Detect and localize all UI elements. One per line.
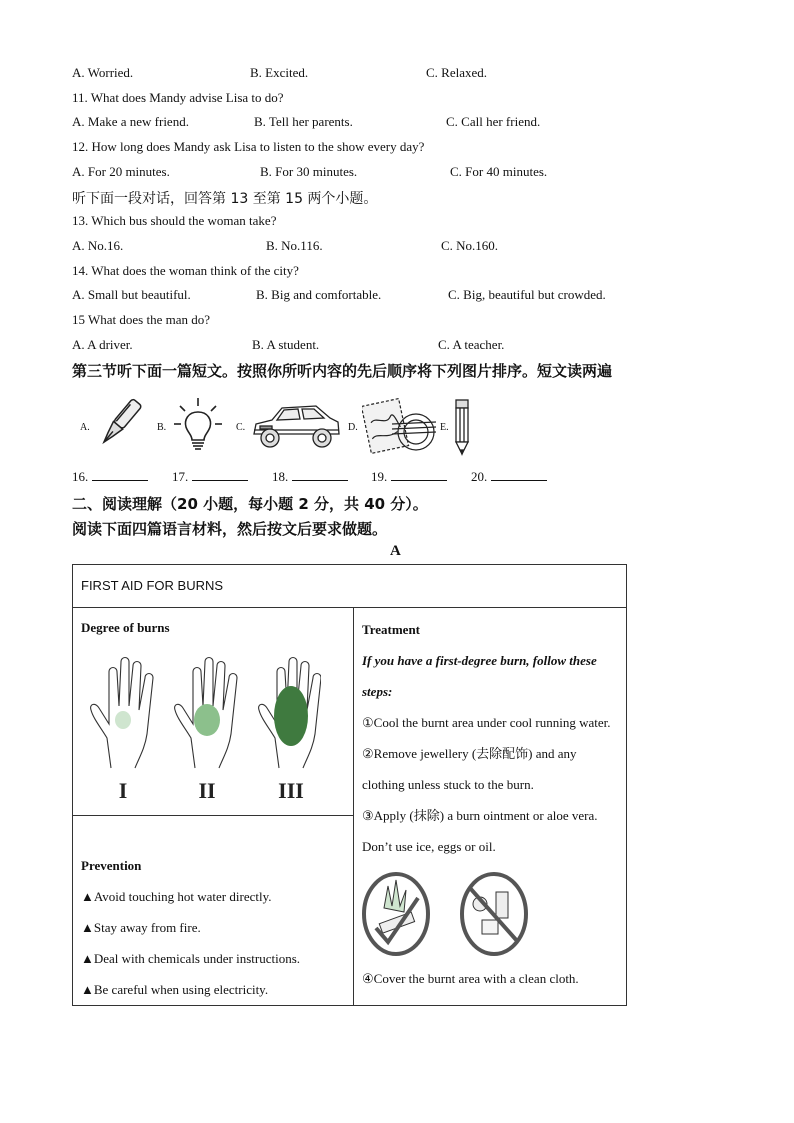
answer-blank-17[interactable]: 17. xyxy=(172,469,248,485)
treatment-intro: If you have a first-degree burn, follow these steps: xyxy=(362,653,597,699)
treatment-step-1: ①Cool the burnt area under cool running water. xyxy=(362,715,611,730)
instruction-13-15: 听下面一段对话，回答第 13 至第 15 两个小题。 xyxy=(72,191,378,207)
table-title: FIRST AID FOR BURNS xyxy=(81,578,224,593)
picture-label-c: C. xyxy=(236,422,246,433)
q10-option-b: B. Excited. xyxy=(250,65,309,80)
q14-option-b: B. Big and comfortable. xyxy=(256,287,382,302)
q15-option-b: B. A student. xyxy=(252,337,320,352)
prevention-item-1: ▲Avoid touching hot water directly. xyxy=(81,889,272,904)
ice-eggs-oil-forbidden-icon xyxy=(462,874,526,954)
prevention-item-3: ▲Deal with chemicals under instructions. xyxy=(81,951,301,966)
picture-label-a: A. xyxy=(80,422,90,433)
q11-option-a: A. Make a new friend. xyxy=(72,114,189,129)
answer-blank-18[interactable]: 18. xyxy=(272,469,348,485)
prevention-item-4: ▲Be careful when using electricity. xyxy=(81,982,269,997)
car-icon xyxy=(250,400,342,452)
q10-option-a: A. Worried. xyxy=(72,65,134,80)
q13-option-c: C. No.160. xyxy=(441,238,499,253)
q14-option-c: C. Big, beautiful but crowded. xyxy=(448,287,606,302)
q12-option-b: B. For 30 minutes. xyxy=(260,164,358,179)
passage-letter: A xyxy=(390,543,401,559)
aloe-ointment-allowed-icon xyxy=(364,874,428,954)
q15-question: 15 What does the man do? xyxy=(72,312,211,327)
degree-label-2: II xyxy=(198,778,216,803)
picture-label-d: D. xyxy=(348,422,358,433)
degree-label-1: I xyxy=(118,778,128,803)
burn-mark-degree-3 xyxy=(274,686,308,746)
section3-title: 第三节听下面一篇短文。按照你所听内容的先后顺序将下列图片排序。短文读两遍 xyxy=(72,362,613,380)
degree-cell xyxy=(73,608,354,816)
table-title-cell xyxy=(73,565,627,608)
q12-option-a: A. For 20 minutes. xyxy=(72,164,170,179)
q12-question: 12. How long does Mandy ask Lisa to listen to the show every day? xyxy=(72,139,425,154)
burn-degree-hands xyxy=(81,648,321,808)
treatment-step-3: ③Apply (抹除) a burn ointment or aloe vera. Don’t use ice, eggs or oil. xyxy=(362,808,598,854)
answer-blank-19[interactable]: 19. xyxy=(371,469,447,485)
burn-mark-degree-1 xyxy=(115,711,131,729)
prevention-heading: Prevention xyxy=(81,858,142,873)
treatment-step-2: ②Remove jewellery (去除配饰) and any clothing unless stuck to the burn. xyxy=(362,746,577,792)
q15-option-c: C. A teacher. xyxy=(438,337,505,352)
degree-label-3: III xyxy=(278,778,304,803)
burn-mark-degree-2 xyxy=(194,704,220,736)
answer-blank-20[interactable]: 20. xyxy=(471,469,547,485)
prevention-item-2: ▲Stay away from fire. xyxy=(81,920,201,935)
reading-section-title: 二、阅读理解（20 小题，每小题 2 分，共 40 分）。 xyxy=(72,495,428,513)
fountain-pen-icon xyxy=(94,394,146,452)
picture-label-e: E. xyxy=(440,422,449,433)
reading-instruction: 阅读下面四篇语言材料，然后按文后要求做题。 xyxy=(72,520,388,538)
answer-blank-16[interactable]: 16. xyxy=(72,469,148,485)
light-bulb-icon xyxy=(172,396,224,456)
q10-option-c: C. Relaxed. xyxy=(426,65,488,80)
q13-question: 13. Which bus should the woman take? xyxy=(72,213,277,228)
treatment-cell xyxy=(354,608,627,1006)
q13-option-b: B. No.116. xyxy=(266,238,323,253)
q11-option-b: B. Tell her parents. xyxy=(254,114,353,129)
postage-stamp-icon xyxy=(362,396,438,458)
q14-option-a: A. Small but beautiful. xyxy=(72,287,191,302)
treatment-step-4: ④Cover the burnt area with a clean cloth. xyxy=(362,971,579,986)
degree-heading: Degree of burns xyxy=(81,620,170,635)
q13-option-a: A. No.16. xyxy=(72,238,124,253)
treatment-heading: Treatment xyxy=(362,622,420,637)
treatment-do-dont-icons xyxy=(362,868,532,958)
q14-question: 14. What does the woman think of the city? xyxy=(72,263,299,278)
q12-option-c: C. For 40 minutes. xyxy=(450,164,548,179)
q15-option-a: A. A driver. xyxy=(72,337,133,352)
picture-label-b: B. xyxy=(157,422,167,433)
prevention-cell xyxy=(73,816,354,1006)
pencil-icon xyxy=(452,396,472,458)
q11-option-c: C. Call her friend. xyxy=(446,114,541,129)
first-aid-table xyxy=(72,564,627,1006)
q11-question: 11. What does Mandy advise Lisa to do? xyxy=(72,90,284,105)
